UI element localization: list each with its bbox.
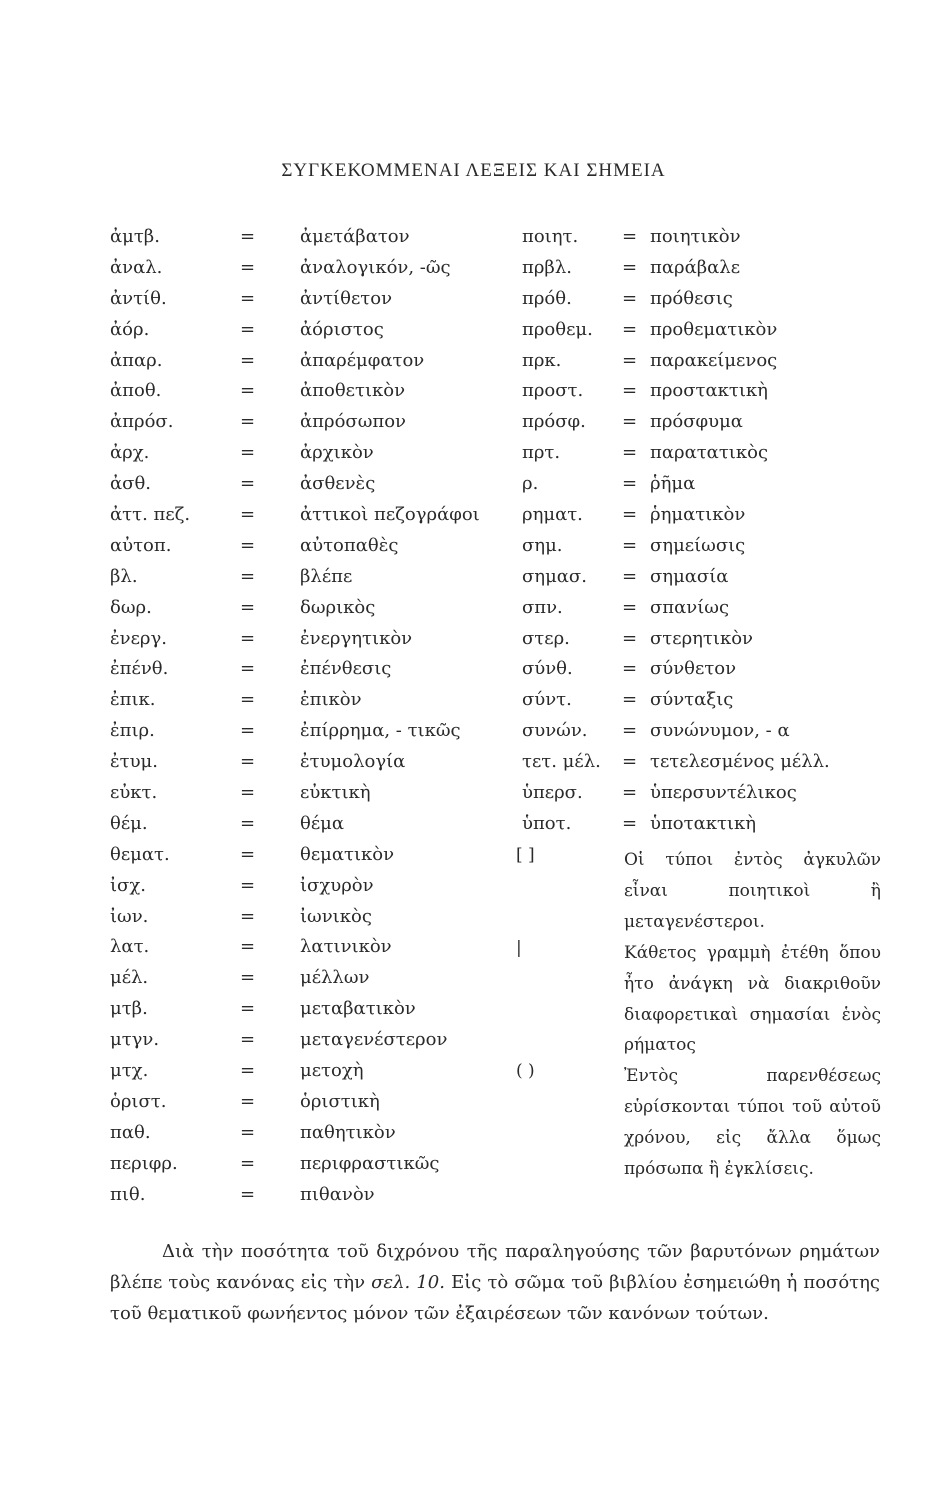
- footer-text-before: Διὰ τὴν ποσότητα τοῦ διχρόνου τῆς παραληγούσης τῶν βαρυτόνων ρημάτων βλέπε τοὺς κανόνας εἰς τὴν: [110, 1241, 880, 1293]
- abbreviation: ἰων.: [110, 905, 149, 927]
- expansion: ἀπρόσωπον: [300, 411, 406, 433]
- equals-sign: =: [240, 256, 256, 278]
- note-text: Οἱ τύποι ἐντὸς ἀγκυλῶν εἶναι ποιητικοὶ ἢ μεταγενέστεροι.: [624, 850, 881, 932]
- abbreviation: μτγν.: [110, 1029, 160, 1051]
- expansion: προστακτικὴ: [650, 380, 768, 402]
- expansion: θέμα: [300, 812, 345, 834]
- note-symbol: |: [516, 937, 522, 958]
- expansion: προθεματικὸν: [650, 318, 778, 340]
- equals-sign: =: [240, 658, 256, 680]
- abbreviation: ὑποτ.: [522, 812, 572, 834]
- abbreviation: ἐπιρ.: [110, 720, 155, 742]
- note-text: Κάθετος γραμμὴ ἐτέθη ὅπου ἦτο ἀνάγκη νὰ διακριθοῦν διαφορετικαὶ σημασίαι ἑνὸς ρήματος: [624, 942, 881, 1056]
- abbreviation: πρόσφ.: [522, 411, 586, 433]
- page-title: ΣΥΓΚΕΚΟΜΜΕΝΑΙ ΛΕΞΕΙΣ ΚΑΙ ΣΗΜΕΙΑ: [281, 160, 666, 181]
- equals-sign: =: [622, 689, 638, 711]
- symbol-note: [516, 1061, 881, 1185]
- footer-note: [110, 1236, 880, 1329]
- expansion: παράβαλε: [650, 256, 741, 278]
- expansion: ῥηματικὸν: [650, 504, 746, 526]
- equals-sign: =: [240, 318, 256, 340]
- expansion: ὑποτακτικὴ: [650, 812, 757, 834]
- abbreviation: περιφρ.: [110, 1152, 178, 1174]
- equals-sign: =: [240, 411, 256, 433]
- abbreviation: προστ.: [522, 380, 584, 402]
- expansion: θεματικὸν: [300, 843, 395, 865]
- equals-sign: =: [240, 812, 256, 834]
- expansion: σημασία: [650, 565, 729, 587]
- expansion: στερητικὸν: [650, 627, 753, 649]
- abbreviation: ἀπαρ.: [110, 349, 163, 371]
- abbreviation: θεματ.: [110, 843, 170, 865]
- equals-sign: =: [240, 442, 256, 464]
- abbreviation: ἐτυμ.: [110, 751, 158, 773]
- equals-sign: =: [240, 720, 256, 742]
- abbreviation: πρβλ.: [522, 256, 572, 278]
- note-symbol: ( ): [516, 1061, 535, 1082]
- equals-sign: =: [240, 1183, 256, 1205]
- equals-sign: =: [622, 380, 638, 402]
- abbreviation: σημ.: [522, 534, 563, 556]
- expansion: ῥῆμα: [650, 473, 696, 495]
- equals-sign: =: [622, 751, 638, 773]
- abbreviation: στερ.: [522, 627, 570, 649]
- expansion: ἀσθενὲς: [300, 473, 376, 495]
- abbreviation: ἀμτβ.: [110, 226, 160, 247]
- expansion: μέλλων: [300, 967, 370, 989]
- abbreviation: ἀόρ.: [110, 318, 150, 340]
- equals-sign: =: [240, 380, 256, 402]
- abbreviation: αὐτοπ.: [110, 534, 172, 556]
- equals-sign: =: [622, 596, 638, 618]
- abbreviation: ἐνεργ.: [110, 627, 167, 649]
- footer-text-after: Εἰς τὸ σῶμα τοῦ βιβλίου ἐσημειώθη ἡ ποσότης τοῦ θεματικοῦ φωνήεντος μόνον τῶν ἐξαιρέσεων τῶν κανόνων τούτων.: [110, 1272, 880, 1324]
- equals-sign: =: [622, 256, 638, 278]
- equals-sign: =: [622, 442, 638, 464]
- equals-sign: =: [622, 565, 638, 587]
- equals-sign: =: [240, 287, 256, 309]
- abbreviation: ἀρχ.: [110, 442, 150, 464]
- expansion: αὐτοπαθὲς: [300, 534, 399, 556]
- expansion: ἐνεργητικὸν: [300, 627, 413, 649]
- equals-sign: =: [622, 287, 638, 309]
- expansion: ἐπένθεσις: [300, 658, 392, 680]
- abbreviation: βλ.: [110, 565, 138, 587]
- abbreviation: πιθ.: [110, 1183, 146, 1205]
- equals-sign: =: [240, 534, 256, 556]
- equals-sign: =: [240, 627, 256, 649]
- abbreviation: ρ.: [522, 473, 539, 495]
- symbol-note: [516, 845, 881, 938]
- expansion: μεταγενέστερον: [300, 1029, 448, 1051]
- abbreviation: θέμ.: [110, 812, 148, 834]
- expansion: ἐπίρρημα, - τικῶς: [300, 720, 461, 742]
- expansion: ὑπερσυντέλικος: [650, 782, 797, 804]
- abbreviation: μέλ.: [110, 967, 149, 989]
- expansion: σύνταξις: [650, 689, 734, 711]
- expansion: πρόσφυμα: [650, 411, 743, 433]
- abbreviation: εὐκτ.: [110, 782, 158, 804]
- note-symbol: [ ]: [516, 845, 535, 865]
- equals-sign: =: [240, 349, 256, 371]
- abbreviation: προθεμ.: [522, 318, 593, 340]
- expansion: πρόθεσις: [650, 287, 733, 309]
- footer-page-reference: σελ. 10.: [371, 1272, 445, 1293]
- equals-sign: =: [240, 936, 256, 958]
- expansion: σημείωσις: [650, 534, 746, 556]
- expansion: ποιητικὸν: [650, 226, 741, 247]
- abbreviation: συνών.: [522, 720, 588, 742]
- abbreviation: ἀντίθ.: [110, 287, 167, 309]
- expansion: ἀποθετικὸν: [300, 380, 406, 402]
- equals-sign: =: [240, 874, 256, 896]
- symbol-notes: [516, 845, 881, 1185]
- expansion: ἀναλογικόν, -ῶς: [300, 256, 451, 278]
- equals-sign: =: [622, 720, 638, 742]
- equals-sign: =: [622, 782, 638, 804]
- expansion: ἀμετάβατον: [300, 226, 410, 247]
- abbreviation: ρηματ.: [522, 504, 583, 526]
- equals-sign: =: [622, 226, 638, 247]
- expansion: δωρικὸς: [300, 596, 376, 618]
- expansion: ἰσχυρὸν: [300, 874, 374, 896]
- equals-sign: =: [240, 905, 256, 927]
- expansion: μεταβατικὸν: [300, 998, 416, 1020]
- abbreviation: πρτ.: [522, 442, 561, 464]
- equals-sign: =: [240, 998, 256, 1020]
- expansion: εὐκτικὴ: [300, 782, 371, 804]
- expansion: μετοχὴ: [300, 1060, 364, 1082]
- expansion: λατινικὸν: [300, 936, 392, 958]
- abbreviation: μτχ.: [110, 1060, 149, 1082]
- expansion: ἀπαρέμφατον: [300, 349, 425, 371]
- abbreviation: δωρ.: [110, 596, 152, 618]
- equals-sign: =: [240, 782, 256, 804]
- equals-sign: =: [622, 627, 638, 649]
- equals-sign: =: [622, 318, 638, 340]
- expansion: περιφραστικῶς: [300, 1152, 440, 1174]
- equals-sign: =: [240, 504, 256, 526]
- equals-sign: =: [622, 658, 638, 680]
- equals-sign: =: [240, 596, 256, 618]
- abbreviation: ἀπρόσ.: [110, 411, 174, 433]
- abbreviation: σύντ.: [522, 689, 572, 711]
- equals-sign: =: [240, 565, 256, 587]
- expansion: ἀρχικὸν: [300, 442, 374, 464]
- expansion: παθητικὸν: [300, 1121, 396, 1143]
- equals-sign: =: [622, 504, 638, 526]
- abbreviation: τετ. μέλ.: [522, 751, 601, 773]
- expansion: παρατατικὸς: [650, 442, 769, 464]
- abbreviation: ἐπένθ.: [110, 658, 169, 680]
- equals-sign: =: [240, 1090, 256, 1112]
- abbreviation: ἀσθ.: [110, 473, 152, 495]
- expansion: βλέπε: [300, 565, 353, 587]
- equals-sign: =: [240, 1152, 256, 1174]
- equals-sign: =: [240, 843, 256, 865]
- abbreviation: σπν.: [522, 596, 563, 618]
- abbreviation: ἐπικ.: [110, 689, 156, 711]
- equals-sign: =: [240, 1121, 256, 1143]
- expansion: ἀντίθετον: [300, 287, 393, 309]
- expansion: παρακείμενος: [650, 349, 778, 371]
- equals-sign: =: [622, 473, 638, 495]
- expansion: τετελεσμένος μέλλ.: [650, 751, 830, 773]
- equals-sign: =: [240, 1060, 256, 1082]
- expansion: σπανίως: [650, 596, 730, 618]
- abbreviation: ποιητ.: [522, 226, 579, 247]
- expansion: ἰωνικὸς: [300, 905, 372, 927]
- abbreviation: ὑπερσ.: [522, 782, 583, 804]
- expansion: ἐπικὸν: [300, 689, 362, 711]
- abbreviation: ἀναλ.: [110, 256, 163, 278]
- abbreviation: σύνθ.: [522, 658, 573, 680]
- abbreviation: μτβ.: [110, 998, 148, 1020]
- expansion: ἀττικοὶ πεζογράφοι: [300, 504, 480, 526]
- expansion: πιθανὸν: [300, 1183, 375, 1205]
- abbreviation: ἀττ. πεζ.: [110, 504, 191, 526]
- equals-sign: =: [240, 1029, 256, 1051]
- equals-sign: =: [622, 812, 638, 834]
- abbreviation: ἀποθ.: [110, 380, 162, 402]
- expansion: σύνθετον: [650, 658, 737, 680]
- abbreviation: ἰσχ.: [110, 874, 146, 896]
- abbreviation: παθ.: [110, 1121, 151, 1143]
- equals-sign: =: [240, 473, 256, 495]
- equals-sign: =: [240, 226, 256, 247]
- expansion: συνώνυμον, - α: [650, 720, 790, 742]
- note-text: Ἐντὸς παρενθέσεως εὑρίσκονται τύποι τοῦ αὐτοῦ χρόνου, εἰς ἄλλα ὅμως πρόσωπα ἢ ἐγκλίσεις.: [624, 1066, 881, 1180]
- expansion: ἐτυμολογία: [300, 751, 406, 773]
- abbreviation: πρόθ.: [522, 287, 572, 309]
- equals-sign: =: [240, 967, 256, 989]
- abbreviation: πρκ.: [522, 349, 562, 371]
- abbreviation: λατ.: [110, 936, 150, 958]
- expansion: ὁριστικὴ: [300, 1090, 380, 1112]
- abbreviation: σημασ.: [522, 565, 587, 587]
- symbol-note: [516, 938, 881, 1062]
- abbreviation: ὁριστ.: [110, 1090, 167, 1112]
- equals-sign: =: [240, 689, 256, 711]
- equals-sign: =: [622, 349, 638, 371]
- equals-sign: =: [622, 534, 638, 556]
- expansion: ἀόριστος: [300, 318, 384, 340]
- equals-sign: =: [240, 751, 256, 773]
- equals-sign: =: [622, 411, 638, 433]
